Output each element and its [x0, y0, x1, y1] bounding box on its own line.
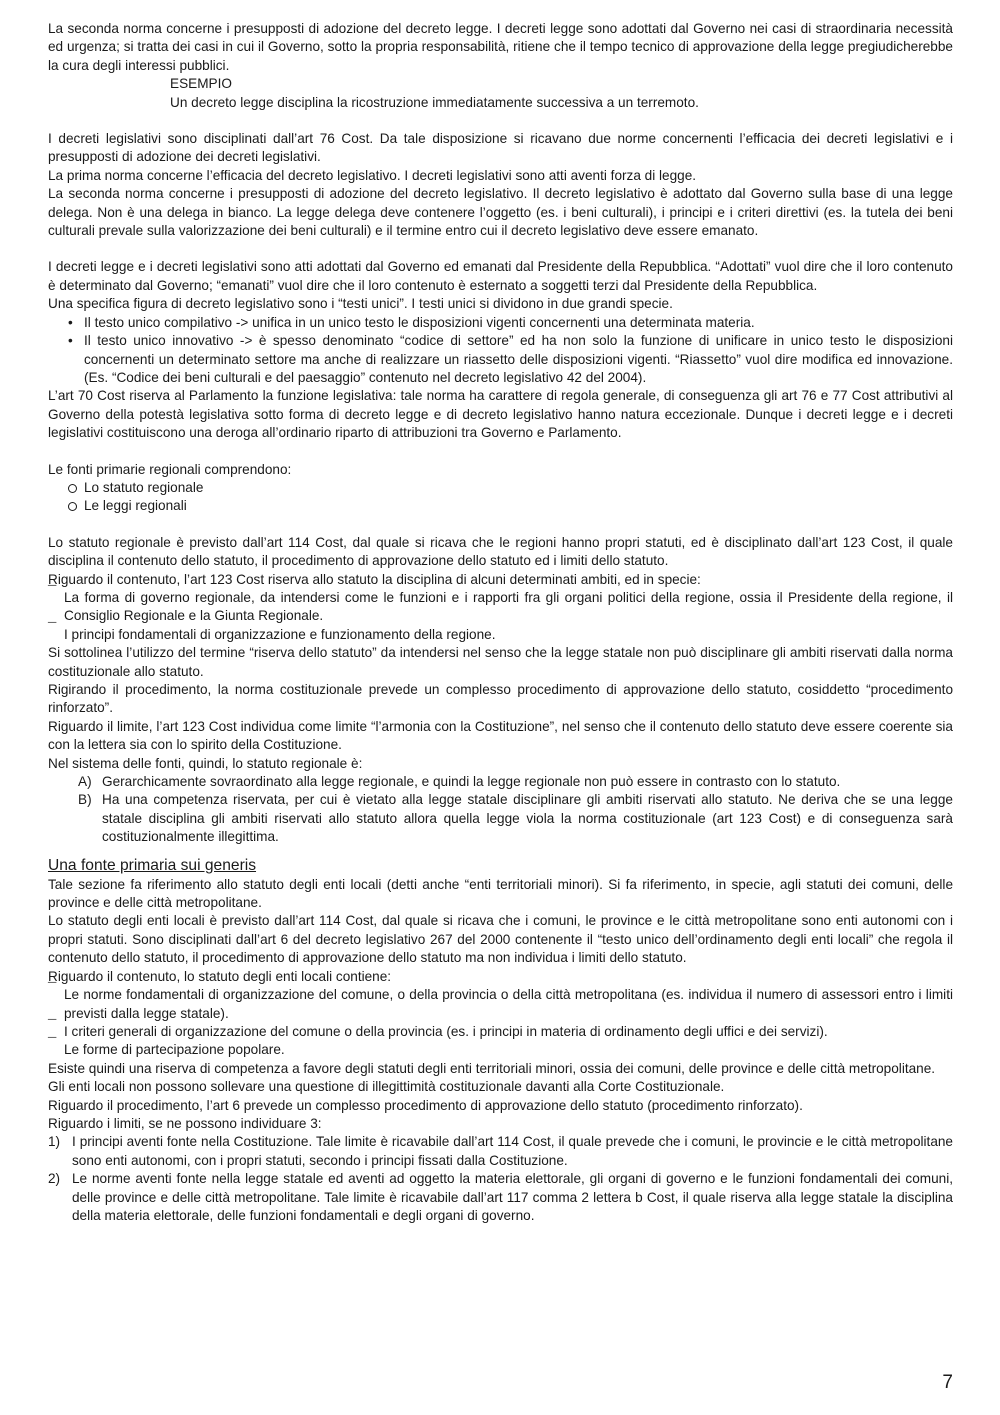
- section-spacer: [48, 847, 953, 855]
- paragraph: Riguardo il limite, l’art 123 Cost individua come limite “l’armonia con la Costituzione”, nel senso che il contenuto dello statuto deve essere coerente sia con la lettera sia con lo spirito della Costituzione.: [48, 718, 953, 753]
- paragraph: Riguardo il procedimento, l’art 6 prevede un complesso procedimento di approvazione dello statuto (procedimento rinforzato).: [48, 1097, 803, 1113]
- paragraph: Riguardo i limiti, se ne possono individuare 3:: [48, 1115, 322, 1131]
- paragraph: Esiste quindi una riserva di competenza a favore degli statuti degli enti territoriali minori, ossia dei comuni, delle province e delle città metropolitane.: [48, 1060, 936, 1076]
- paragraph: I decreti legislativi sono disciplinati dall’art 76 Cost. Da tale disposizione si ricavano due norme concernenti l’efficacia dei decreti legislativi e i presupposti di adozione dei decreti legislativi.: [48, 131, 953, 165]
- list-item-text: Gerarchicamente sovraordinato alla legge regionale, e quindi la legge regionale non può essere in contrasto con lo statuto.: [102, 774, 841, 790]
- list-marker: B): [78, 792, 92, 808]
- dash-list-item: ¯ La forma di governo regionale, da intendersi come le funzioni e i rapporti fra gli organi politici della regione, ossia il Presidente della regione, il Consiglio Regionale e la Giunta Regionale.: [48, 589, 953, 626]
- dash-list-item: ¯ I principi fondamentali di organizzazione e funzionamento della regione.: [48, 626, 953, 644]
- list-marker: 2): [48, 1171, 61, 1187]
- paragraph-spacer: [48, 112, 953, 130]
- lettered-list-item: [48, 791, 953, 846]
- paragraph: Lo statuto regionale è previsto dall’art 114 Cost, dal quale si ricava che le regioni hanno propri statuti, ed è disciplinato dall’art 123 Cost, il quale disciplina il contenuto dello statuto, il procedimento di approvazione dello statuto ed i limiti dello statuto.: [48, 534, 953, 569]
- paragraph: Una specifica figura di decreto legislativo sono i “testi unici”. I testi unici si dividono in due grandi specie.: [48, 296, 673, 312]
- paragraph: Rigirando il procedimento, la norma costituzionale prevede un complesso procedimento di approvazione dello statuto, cosiddetto “procedimento rinforzato”.: [48, 682, 953, 716]
- dash-list-item: ¯ I criteri generali di organizzazione del comune o della provincia (es. i principi in materia di ordinamento degli uffici e dei servizi).: [48, 1023, 953, 1041]
- dash-list-item: ¯ Le norme fondamentali di organizzazione del comune, o della provincia o della città metropolitana (es. individua il numero di assessori entro i limiti previsti dalla legge statale).: [48, 986, 953, 1023]
- paragraph: Tale sezione fa riferimento allo statuto degli enti locali (detti anche “enti territoriali minori). Si fa riferimento, in specie, agli statuti dei comuni, delle province e delle città metropolitane.: [48, 876, 953, 911]
- section-heading: Una fonte primaria sui generis: [48, 856, 257, 874]
- paragraph: Nel sistema delle fonti, quindi, lo statuto regionale è:: [48, 755, 363, 771]
- list-item-text: Ha una competenza riservata, per cui è vietato alla legge statale disciplinare gli ambiti riservati allo statuto. Ne deriva che se una legge statale disciplina gli ambiti riservati allo statuto allora quella legge viola la norma costituzionale (art 123 Cost) e di conseguenza sarà costituzionalmente illegittima.: [102, 792, 953, 845]
- page-number: 7: [942, 1372, 953, 1393]
- example-text: Un decreto legge disciplina la ricostruzione immediatamente successiva a un terremoto.: [170, 94, 699, 110]
- paragraph-spacer: [48, 516, 953, 534]
- list-item-text: I principi aventi fonte nella Costituzione. Tale limite è ricavabile dall’art 114 Cost, il quale prevede che i comuni, le provincie e le città metropolitane sono enti autonomi, con i propri statuti, secondo i principi fissati dalla Costituzione.: [72, 1134, 953, 1168]
- numbered-list-item: [48, 1170, 953, 1225]
- paragraph: La seconda norma concerne i presupposti di adozione del decreto legge. I decreti legge sono adottati dal Governo nei casi di straordinaria necessità ed urgenza; si tratta dei casi in cui il Governo, sotto la propria responsabilità, ritiene che il tempo tecnico di approvazione della legge pregiudicherebbe la cura degli interessi pubblici.: [48, 21, 953, 73]
- numbered-list-item: [48, 1133, 953, 1170]
- circle-list-item: Lo statuto regionale: [48, 479, 953, 497]
- bullet-item: • Il testo unico innovativo -> è spesso denominato “codice di settore” ed ha non solo la funzione di unificare in unico testo le disposizioni concernenti un determinato settore ma anche di realizzare un riassetto delle disposizioni vigenti. “Riassetto” vuol dire modifica ed innovazione. (Es. “Codice dei beni culturali e del paesaggio” contenuto nel decreto legislativo 42 del 2004).: [48, 332, 953, 387]
- paragraph: Riguardo il contenuto, l’art 123 Cost riserva allo statuto la disciplina di alcuni determinati ambiti, ed in specie:: [48, 571, 701, 587]
- paragraph-spacer: [48, 443, 953, 461]
- paragraph: Riguardo il contenuto, lo statuto degli enti locali contiene:: [48, 968, 392, 984]
- paragraph-spacer: [48, 240, 953, 258]
- list-marker: A): [78, 774, 92, 790]
- paragraph: La prima norma concerne l’efficacia del decreto legislativo. I decreti legislativi sono atti aventi forza di legge.: [48, 167, 697, 183]
- circle-list-item: Le leggi regionali: [48, 497, 953, 515]
- paragraph: Lo statuto degli enti locali è previsto dall’art 114 Cost, dal quale si ricava che i comuni, le province e le città metropolitane sono enti autonomi con i propri statuti. Sono disciplinati dall’art 6 del decreto legislativo 267 del 2000 contenente il “testo unico dell’ordinamento degli enti locali” che regola il contenuto dello statuto, il procedimento di approvazione dello statuto ma non individua i limiti dello statuto.: [48, 913, 953, 966]
- paragraph: I decreti legge e i decreti legislativi sono atti adottati dal Governo ed emanati dal Presidente della Repubblica. “Adottati” vuol dire che il loro contenuto è determinato dal Governo; “emanati” vuol dire che il loro contenuto è esternato a soggetti terzi dal Presidente della Repubblica.: [48, 259, 953, 293]
- list-marker: 1): [48, 1134, 61, 1150]
- lettered-list-item: [48, 773, 953, 791]
- document-body: [48, 20, 953, 1225]
- paragraph: Le fonti primarie regionali comprendono:: [48, 461, 292, 477]
- bullet-item: • Il testo unico compilativo -> unifica in un unico testo le disposizioni vigenti concernenti una determinata materia.: [48, 314, 953, 332]
- paragraph: Gli enti locali non possono sollevare una questione di illegittimità costituzionale davanti alla Corte Costituzionale.: [48, 1079, 725, 1095]
- paragraph: L’art 70 Cost riserva al Parlamento la funzione legislativa: tale norma ha carattere di regola generale, di conseguenza gli art 76 e 77 Cost attributivi al Governo della potestà legislativa sotto forma di decreto legge e di decreto legislativo hanno natura eccezionale. Dunque i decreti legge e i decreti legislativi costituiscono una deroga all’ordinario riparto di attribuzioni tra Governo e Parlamento.: [48, 388, 953, 441]
- paragraph: La seconda norma concerne i presupposti di adozione del decreto legislativo. Il decreto legislativo è adottato dal Governo sulla base di una legge delega. Non è una delega in bianco. La legge delega deve contenere l’oggetto (es. i beni culturali), i principi e i criteri direttivi (es. la tutela dei beni culturali prevale sulla valorizzazione dei beni culturali) e il termine entro cui il decreto legislativo deve essere emanato.: [48, 186, 953, 239]
- list-item-text: Le norme aventi fonte nella legge statale ed aventi ad oggetto la materia elettorale, gli organi di governo e le funzioni fondamentali dei comuni, delle province e delle città metropolitane. Tale limite è ricavabile dall’art 117 comma 2 lettera b Cost, il quale riserva alla legge statale la disciplina della materia elettorale, delle funzioni fondamentali e degli organi di governo.: [72, 1171, 953, 1223]
- dash-list-item: ¯ Le forme di partecipazione popolare.: [48, 1041, 953, 1059]
- paragraph: Si sottolinea l’utilizzo del termine “riserva dello statuto” da intendersi nel senso che la legge statale non può disciplinare gli ambiti riservati dalla norma costituzionale allo statuto.: [48, 645, 953, 679]
- example-text: ESEMPIO: [170, 76, 232, 92]
